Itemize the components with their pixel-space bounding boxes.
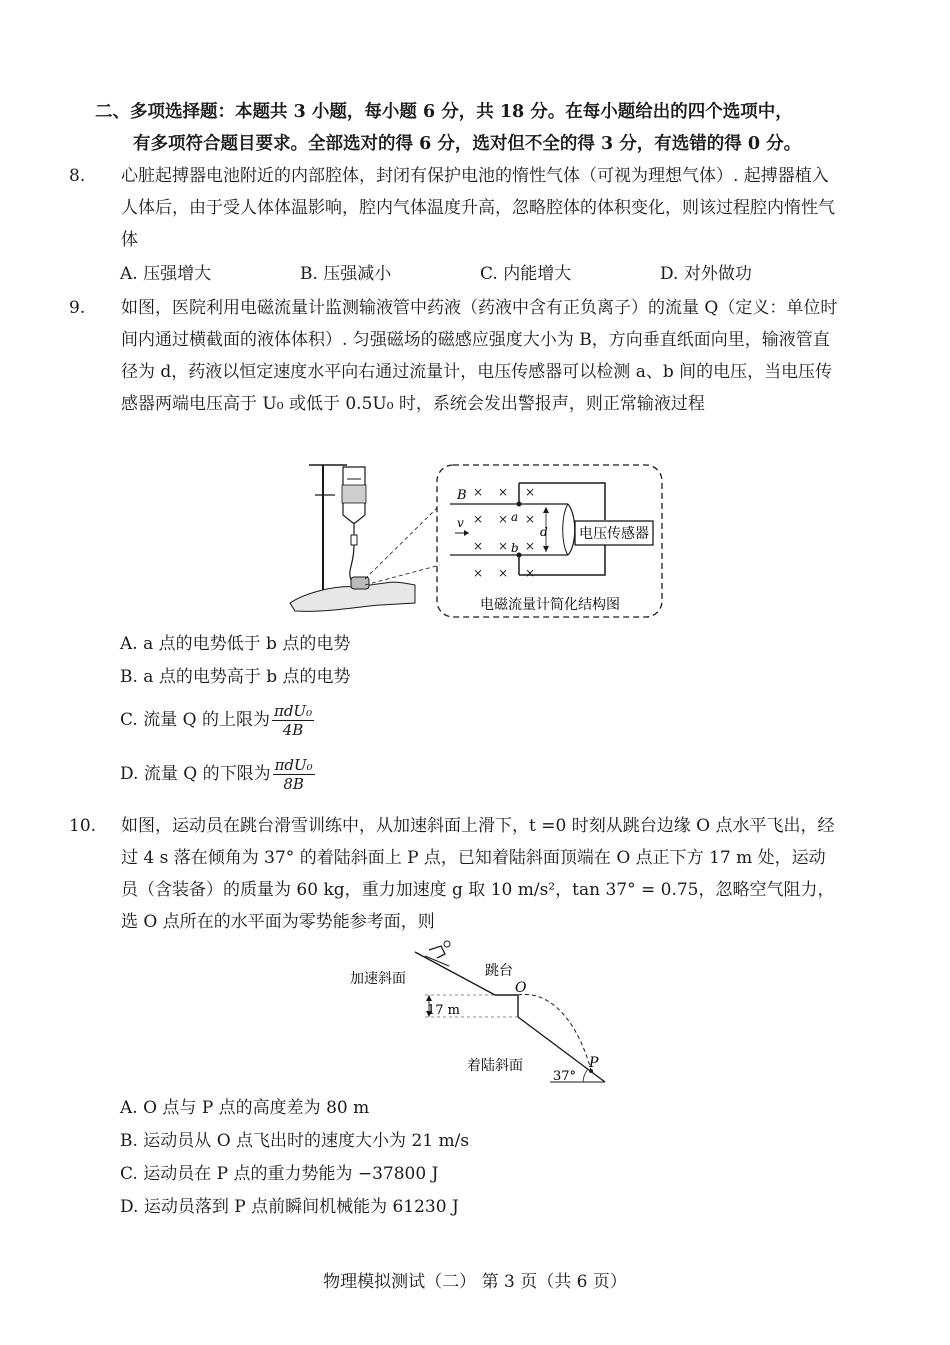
denominator: 4B [282,721,304,739]
question-10-option-b: B. 运动员从 O 点飞出时的速度大小为 21 m/s [120,1131,470,1151]
field-cross: × [525,485,536,499]
denominator: 8B [283,775,304,793]
field-cross: × [525,566,536,580]
question-9 [69,292,840,420]
question-number: 10. [69,816,97,836]
option-text: D. 流量 Q 的下限为 [120,764,271,784]
flowmeter-figure [285,455,670,625]
field-cross: × [525,539,536,553]
page-footer: 物理模拟测试（二） 第 3 页（共 6 页） [323,1272,627,1292]
question-8 [69,160,840,256]
option-d: D. 对外做功 [660,264,752,284]
sensor-label: 电压传感器 [579,526,649,542]
question-9-option-a: A. a 点的电势低于 b 点的电势 [120,634,351,654]
field-cross: × [473,566,484,580]
question-9-option-c [120,702,314,739]
question-stem: 如图，医院利用电磁流量计监测输液管中药液（药液中含有正负离子）的流量 Q（定义：单位时间内通过横截面的液体体积）. 匀强磁场的磁感应强度大小为 B，方向垂直纸面向里，输液管直径为 d，药液以恒定速度水平向右通过流量计，电压传感器可以检测 a、b 间的电压，当电压传感器两端电压高于 U₀ 或低于 0.5U₀ 时，系统会发出警报声，则正常输液过程 [121,298,838,414]
option-a: A. 压强增大 [120,264,212,284]
field-cross: × [498,566,509,580]
option-c: C. 内能增大 [480,264,572,284]
option-text: C. 流量 Q 的上限为 [120,710,270,730]
question-stem: 心脏起搏器电池附近的内部腔体，封闭有保护电池的惰性气体（可视为理想气体）. 起搏器植入人体后，由于受人体体温影响，腔内气体温度升高，忽略腔体的体积变化，则该过程腔内惰性气体 [121,166,835,250]
question-10-option-d: D. 运动员落到 P 点前瞬间机械能为 61230 J [120,1197,459,1217]
question-stem: 如图，运动员在跳台滑雪训练中，从加速斜面上滑下，t =0 时刻从跳台边缘 O 点水平飞出，经过 4 s 落在倾角为 37° 的着陆斜面上 P 点，已知着陆斜面顶端在 O 点正下方 17 m 处，运动员（含装备）的质量为 60 kg，重力加速度 g 取 10 m/s²，tan 37° = 0.75，忽略空气阻力，选 O 点所在的水平面为零势能参考面，则 [121,816,835,932]
question-number: 8. [69,166,86,186]
label-platform: 跳台 [485,963,513,979]
skier-icon [425,941,450,966]
label-d: d [540,525,548,539]
label-v: v [457,516,464,530]
field-cross: × [473,512,484,526]
question-10 [69,810,840,938]
question-9-option-b: B. a 点的电势高于 b 点的电势 [120,667,351,687]
numerator: πdU₀ [274,756,313,774]
numerator: πdU₀ [273,702,313,720]
ski-jump-figure [345,940,615,1088]
figure-caption: 电磁流量计简化结构图 [480,597,620,613]
label-P: P [589,1055,599,1071]
label-b: b [511,541,519,555]
field-cross: × [498,512,509,526]
section-heading [95,96,855,160]
label-angle: 37° [553,1069,577,1084]
label-17m: 17 m [427,1003,461,1018]
label-O: O [515,980,527,996]
section-heading-line1: 二、多项选择题：本题共 3 小题，每小题 6 分，共 18 分。在每小题给出的四个选项中， [95,102,793,122]
option-b: B. 压强减小 [300,264,392,284]
fraction [272,702,314,739]
question-8-options [120,260,840,288]
question-9-option-d [120,756,315,793]
question-10-option-a: A. O 点与 P 点的高度差为 80 m [120,1098,370,1118]
label-landing-slope: 着陆斜面 [467,1058,523,1074]
question-10-option-c: C. 运动员在 P 点的重力势能为 −37800 J [120,1164,439,1184]
field-cross: × [525,512,536,526]
question-number: 9. [69,298,86,318]
label-accel-slope: 加速斜面 [350,971,406,987]
fraction [273,756,315,793]
section-heading-line2: 有多项符合题目要求。全部选对的得 6 分，选对但不全的得 3 分，有选错的得 0 分。 [133,134,802,154]
field-cross: × [498,539,509,553]
field-cross: × [473,485,484,499]
label-B: B [457,488,467,503]
field-cross: × [498,485,509,499]
field-cross: × [473,539,484,553]
label-a: a [511,510,519,524]
